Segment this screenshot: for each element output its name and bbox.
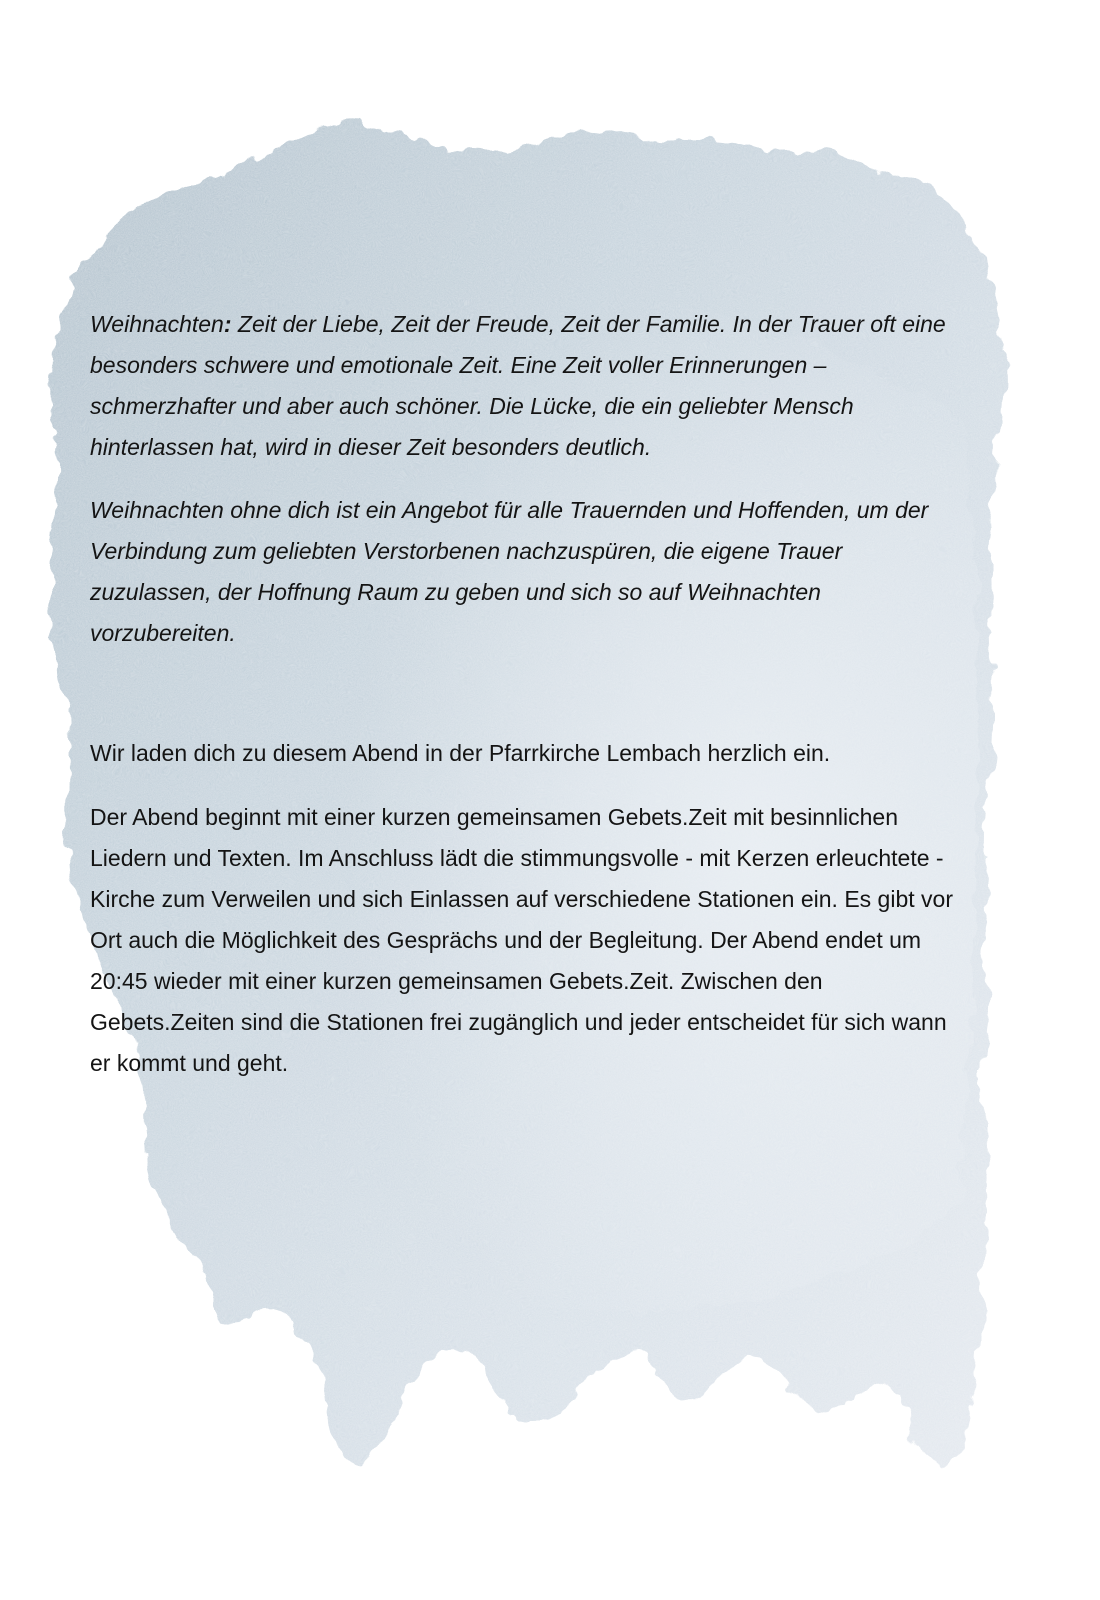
intro-text: Zeit der Liebe, Zeit der Freude, Zeit der Familie. In der Trauer oft eine besonders schwere und emotionale Zeit. Eine Zeit voller Erinnerungen – schmerzhafter und aber auch schöner. Die Lücke, die ein geliebter Mensch hinterlassen hat, wird in dieser Zeit besonders deutlich.: [90, 311, 946, 460]
intro-lead-colon: :: [223, 311, 232, 337]
offer-paragraph: Weihnachten ohne dich ist ein Angebot für alle Trauernden und Hoffenden, um der Verbindung zum geliebten Verstorbenen nachzuspüren, die eigene Trauer zuzulassen, der Hoffnung Raum zu geben und sich so auf Weihnachten vorzubereiten.: [90, 497, 929, 646]
invitation-paragraph: Wir laden dich zu diesem Abend in der Pfarrkirche Lembach herzlich ein.: [90, 740, 831, 766]
intro-lead-word: Weihnachten: [90, 311, 224, 337]
intro-paragraph: [90, 304, 970, 468]
program-paragraph: Der Abend beginnt mit einer kurzen gemeinsamen Gebets.Zeit mit besinnlichen Liedern und Texten. Im Anschluss lädt die stimmungsvolle - mit Kerzen erleuchtete - Kirche zum Verweilen und sich Einlassen auf verschiedene Stationen ein. Es gibt vor Ort auch die Möglichkeit des Gesprächs und der Begleitung. Der Abend endet um 20:45 wieder mit einer kurzen gemeinsamen Gebets.Zeit. Zwischen den Gebets.Zeiten sind die Stationen frei zugänglich und jeder entscheidet für sich wann er kommt und geht.: [90, 804, 953, 1076]
